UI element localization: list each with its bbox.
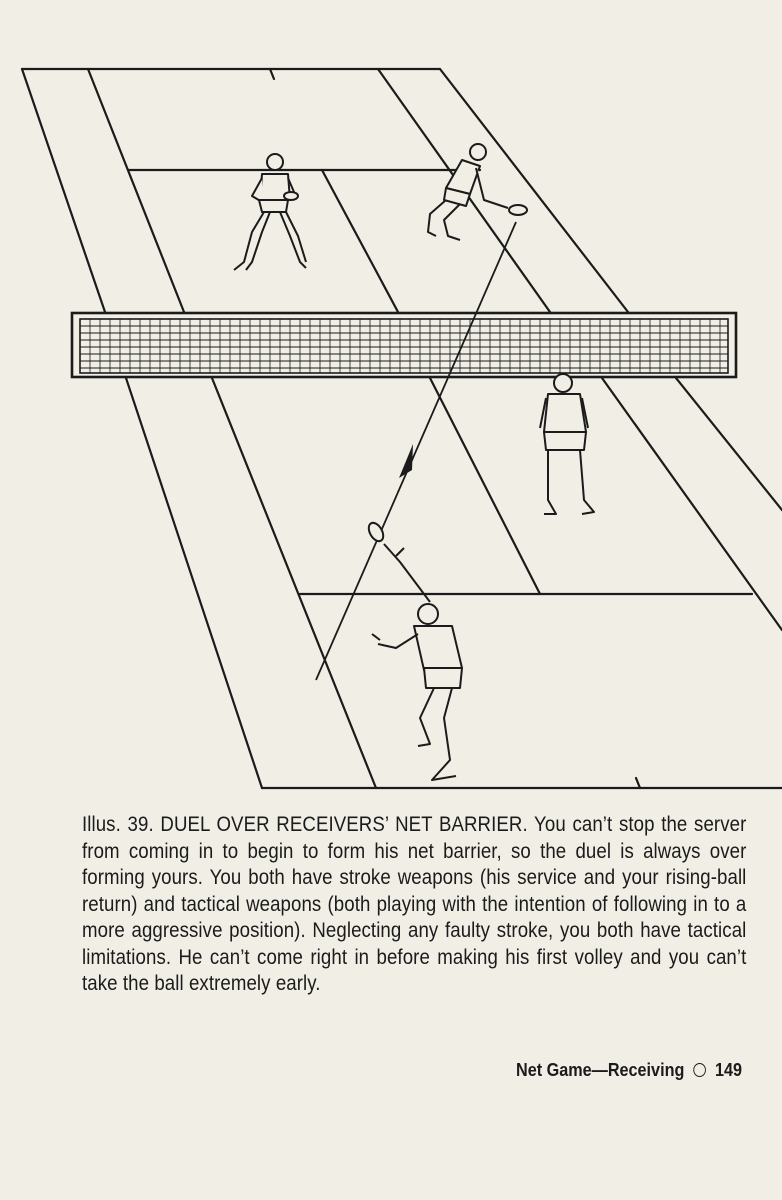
near-center-line: [430, 378, 540, 594]
near-right-sideline: [676, 378, 782, 510]
circle-separator-icon: [693, 1063, 706, 1077]
player-figure-far-left: [234, 154, 306, 270]
racket-icon: [366, 520, 386, 543]
player-figure-far-right: [428, 144, 527, 240]
racket-icon: [284, 192, 298, 200]
player-figure-near-right: [540, 374, 594, 514]
racket-icon: [509, 205, 527, 215]
far-left-inner-sideline: [88, 69, 184, 312]
arrow-icon: [399, 444, 413, 478]
near-left-sideline: [126, 378, 262, 788]
page-number: 149: [714, 1060, 743, 1080]
illustration-caption: Illus. 39. DUEL OVER RECEIVERS’ NET BARRIER. You can’t stop the server from coming in to begin to form his net barrier, so the duel is always over forming yours. You both have stroke weapons (his service and your rising-ball return) and tactical weapons (both playing with the intention of following in to a more aggressive position). Neglecting any faulty stroke, you both have tactical limitations. He can’t come right in before making his first volley and you can’t take the ball extremely early.: [82, 813, 747, 995]
near-left-inner-sideline: [212, 378, 376, 788]
ball-trajectory: [316, 222, 516, 680]
far-left-sideline: [22, 69, 105, 312]
player-figure-server: [366, 520, 462, 780]
running-footer: [516, 1060, 742, 1081]
section-title: Net Game—Receiving: [516, 1060, 685, 1080]
near-right-inner-sideline: [602, 378, 782, 630]
net: [72, 313, 736, 377]
far-center-line: [322, 170, 398, 312]
